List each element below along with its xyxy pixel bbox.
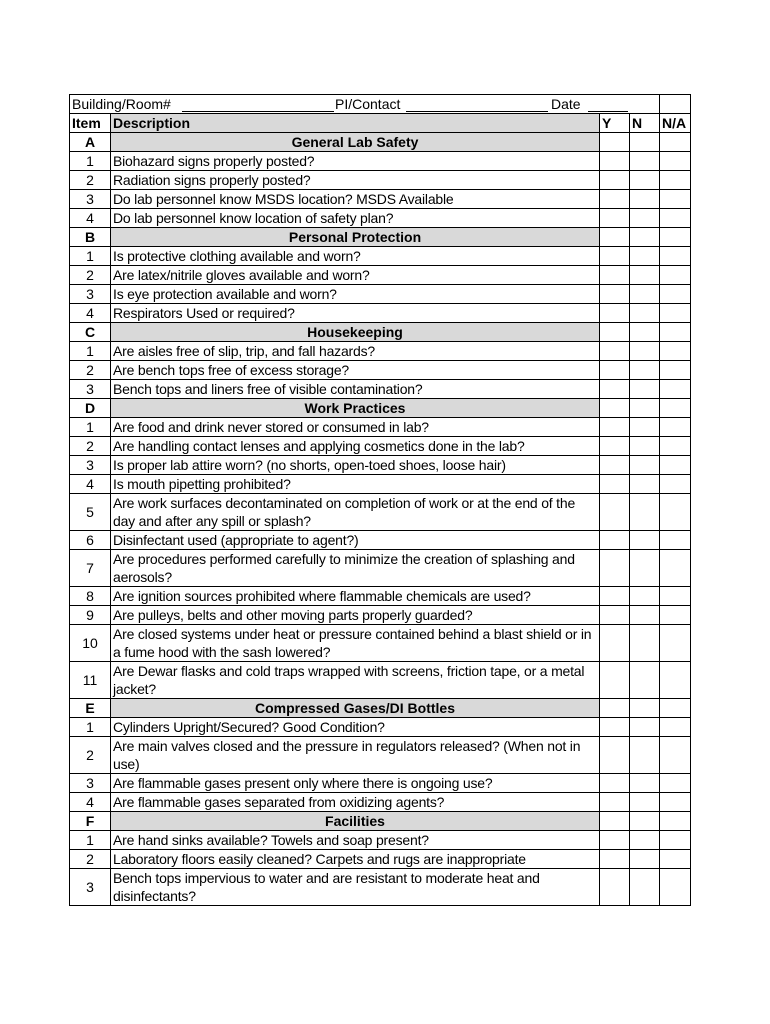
item-number: 2 [70,266,111,285]
item-number: 11 [70,662,111,699]
no-checkbox-cell[interactable] [630,266,660,285]
no-checkbox-cell[interactable] [630,831,660,850]
no-checkbox-cell[interactable] [630,494,660,531]
na-checkbox-cell[interactable] [660,152,691,171]
section-title: Work Practices [111,399,600,418]
no-checkbox-cell[interactable] [630,171,660,190]
item-number: 2 [70,437,111,456]
item-description: Are handling contact lenses and applying cosmetics done in the lab? [111,437,600,456]
no-checkbox-cell[interactable] [630,190,660,209]
checklist-item-row [70,869,691,906]
item-number: 2 [70,737,111,774]
item-number: 4 [70,209,111,228]
yes-checkbox-cell[interactable] [600,531,630,550]
n-cell [630,399,660,418]
item-description: Are pulleys, belts and other moving parts properly guarded? [111,606,600,625]
no-checkbox-cell[interactable] [630,737,660,774]
section-row [70,812,691,831]
checklist-item-row [70,774,691,793]
na-checkbox-cell[interactable] [660,285,691,304]
item-number: 4 [70,304,111,323]
item-description: Are procedures performed carefully to minimize the creation of splashing and aerosols? [111,550,600,587]
yes-checkbox-cell[interactable] [600,171,630,190]
item-description: Biohazard signs properly posted? [111,152,600,171]
item-description: Are food and drink never stored or consumed in lab? [111,418,600,437]
na-checkbox-cell[interactable] [660,342,691,361]
col-y-header: Y [600,114,630,133]
na-checkbox-cell[interactable] [660,831,691,850]
yes-checkbox-cell[interactable] [600,266,630,285]
item-number: 3 [70,869,111,906]
section-row [70,399,691,418]
yes-checkbox-cell[interactable] [600,850,630,869]
no-checkbox-cell[interactable] [630,209,660,228]
no-checkbox-cell[interactable] [630,437,660,456]
n-cell [630,133,660,152]
na-cell [660,228,691,247]
section-code: B [70,228,111,247]
y-cell [600,812,630,831]
checklist-item-row [70,793,691,812]
item-number: 9 [70,606,111,625]
no-checkbox-cell[interactable] [630,774,660,793]
item-number: 1 [70,342,111,361]
yes-checkbox-cell[interactable] [600,380,630,399]
no-checkbox-cell[interactable] [630,342,660,361]
yes-checkbox-cell[interactable] [600,793,630,812]
item-description: Are closed systems under heat or pressure contained behind a blast shield or in a fume hood with the sash lowered? [111,625,600,662]
na-cell [660,323,691,342]
item-number: 1 [70,718,111,737]
yes-checkbox-cell[interactable] [600,437,630,456]
yes-checkbox-cell[interactable] [600,494,630,531]
item-description: Is protective clothing available and worn? [111,247,600,266]
na-checkbox-cell[interactable] [660,606,691,625]
na-checkbox-cell[interactable] [660,418,691,437]
na-checkbox-cell[interactable] [660,550,691,587]
checklist-item-row [70,361,691,380]
na-cell [660,812,691,831]
item-description: Are bench tops free of excess storage? [111,361,600,380]
checklist-item-row [70,190,691,209]
yes-checkbox-cell[interactable] [600,774,630,793]
yes-checkbox-cell[interactable] [600,342,630,361]
item-number: 1 [70,152,111,171]
no-checkbox-cell[interactable] [630,285,660,304]
col-n-header: N [630,114,660,133]
item-description: Laboratory floors easily cleaned? Carpets and rugs are inappropriate [111,850,600,869]
y-cell [600,133,630,152]
checklist-item-row [70,266,691,285]
section-code: F [70,812,111,831]
item-description: Bench tops impervious to water and are resistant to moderate heat and disinfectants? [111,869,600,906]
item-description: Is mouth pipetting prohibited? [111,475,600,494]
checklist-item-row [70,831,691,850]
no-checkbox-cell[interactable] [630,869,660,906]
na-checkbox-cell[interactable] [660,456,691,475]
yes-checkbox-cell[interactable] [600,418,630,437]
item-number: 3 [70,774,111,793]
info-cell-blank [660,95,691,114]
yes-checkbox-cell[interactable] [600,718,630,737]
checklist-item-row [70,850,691,869]
section-code: D [70,399,111,418]
yes-checkbox-cell[interactable] [600,606,630,625]
item-description: Cylinders Upright/Secured? Good Condition? [111,718,600,737]
checklist-item-row [70,718,691,737]
na-checkbox-cell[interactable] [660,718,691,737]
checklist-item-row [70,171,691,190]
section-code: E [70,699,111,718]
yes-checkbox-cell[interactable] [600,737,630,774]
yes-checkbox-cell[interactable] [600,190,630,209]
item-description: Respirators Used or required? [111,304,600,323]
y-cell [600,699,630,718]
na-cell [660,699,691,718]
item-description: Are flammable gases separated from oxidizing agents? [111,793,600,812]
no-checkbox-cell[interactable] [630,304,660,323]
pi-contact-field[interactable] [406,111,548,112]
lab-safety-checklist [69,94,690,906]
building-room-field[interactable] [182,111,334,112]
yes-checkbox-cell[interactable] [600,550,630,587]
checklist-item-row [70,737,691,774]
no-checkbox-cell[interactable] [630,456,660,475]
section-row [70,323,691,342]
item-number: 10 [70,625,111,662]
item-number: 8 [70,587,111,606]
section-title: Housekeeping [111,323,600,342]
no-checkbox-cell[interactable] [630,850,660,869]
checklist-item-row [70,247,691,266]
no-checkbox-cell[interactable] [630,793,660,812]
na-checkbox-cell[interactable] [660,171,691,190]
checklist-item-row [70,456,691,475]
item-description: Radiation signs properly posted? [111,171,600,190]
n-cell [630,228,660,247]
na-checkbox-cell[interactable] [660,625,691,662]
item-number: 1 [70,247,111,266]
yes-checkbox-cell[interactable] [600,662,630,699]
na-checkbox-cell[interactable] [660,587,691,606]
item-number: 4 [70,475,111,494]
no-checkbox-cell[interactable] [630,625,660,662]
na-checkbox-cell[interactable] [660,494,691,531]
item-number: 4 [70,793,111,812]
checklist-item-row [70,209,691,228]
n-cell [630,323,660,342]
item-description: Are latex/nitrile gloves available and worn? [111,266,600,285]
checklist-item-row [70,606,691,625]
section-row [70,228,691,247]
section-title: Compressed Gases/DI Bottles [111,699,600,718]
col-item-header: Item [70,114,111,133]
checklist-item-row [70,342,691,361]
yes-checkbox-cell[interactable] [600,831,630,850]
item-description: Do lab personnel know MSDS location? MSDS Available [111,190,600,209]
column-header-row [70,114,691,133]
item-number: 3 [70,190,111,209]
na-cell [660,133,691,152]
item-description: Are ignition sources prohibited where flammable chemicals are used? [111,587,600,606]
col-na-header: N/A [660,114,691,133]
na-checkbox-cell[interactable] [660,380,691,399]
no-checkbox-cell[interactable] [630,152,660,171]
no-checkbox-cell[interactable] [630,531,660,550]
yes-checkbox-cell[interactable] [600,869,630,906]
section-code: A [70,133,111,152]
na-checkbox-cell[interactable] [660,793,691,812]
yes-checkbox-cell[interactable] [600,304,630,323]
item-number: 7 [70,550,111,587]
no-checkbox-cell[interactable] [630,475,660,494]
item-description: Are Dewar flasks and cold traps wrapped with screens, friction tape, or a metal jacket? [111,662,600,699]
checklist-item-row [70,152,691,171]
col-description-header: Description [111,114,600,133]
yes-checkbox-cell[interactable] [600,456,630,475]
section-row [70,133,691,152]
item-number: 3 [70,380,111,399]
checklist-table [69,94,691,906]
item-number: 5 [70,494,111,531]
pi-contact-label: PI/Contact [335,96,401,112]
no-checkbox-cell[interactable] [630,587,660,606]
no-checkbox-cell[interactable] [630,380,660,399]
checklist-item-row [70,550,691,587]
item-description: Is proper lab attire worn? (no shorts, open-toed shoes, loose hair) [111,456,600,475]
no-checkbox-cell[interactable] [630,247,660,266]
item-description: Do lab personnel know location of safety plan? [111,209,600,228]
na-checkbox-cell[interactable] [660,247,691,266]
na-cell [660,399,691,418]
section-title: Personal Protection [111,228,600,247]
checklist-item-row [70,380,691,399]
item-number: 3 [70,285,111,304]
checklist-item-row [70,587,691,606]
item-description: Are work surfaces decontaminated on completion of work or at the end of the day and after any spill or splash? [111,494,600,531]
yes-checkbox-cell[interactable] [600,285,630,304]
item-description: Are aisles free of slip, trip, and fall hazards? [111,342,600,361]
date-field[interactable] [588,111,628,112]
checklist-item-row [70,304,691,323]
checklist-item-row [70,285,691,304]
n-cell [630,699,660,718]
item-number: 2 [70,361,111,380]
no-checkbox-cell[interactable] [630,662,660,699]
yes-checkbox-cell[interactable] [600,152,630,171]
item-number: 1 [70,418,111,437]
checklist-item-row [70,625,691,662]
yes-checkbox-cell[interactable] [600,209,630,228]
no-checkbox-cell[interactable] [630,718,660,737]
section-title: General Lab Safety [111,133,600,152]
checklist-item-row [70,437,691,456]
checklist-item-row [70,475,691,494]
na-checkbox-cell[interactable] [660,361,691,380]
na-checkbox-cell[interactable] [660,774,691,793]
info-row [70,95,691,114]
item-description: Bench tops and liners free of visible contamination? [111,380,600,399]
yes-checkbox-cell[interactable] [600,475,630,494]
na-checkbox-cell[interactable] [660,209,691,228]
building-room-label: Building/Room# [72,96,171,112]
item-description: Disinfectant used (appropriate to agent?) [111,531,600,550]
yes-checkbox-cell[interactable] [600,587,630,606]
na-checkbox-cell[interactable] [660,475,691,494]
item-number: 3 [70,456,111,475]
y-cell [600,399,630,418]
na-checkbox-cell[interactable] [660,266,691,285]
na-checkbox-cell[interactable] [660,737,691,774]
section-code: C [70,323,111,342]
item-number: 2 [70,171,111,190]
na-checkbox-cell[interactable] [660,437,691,456]
checklist-item-row [70,531,691,550]
item-description: Are flammable gases present only where there is ongoing use? [111,774,600,793]
na-checkbox-cell[interactable] [660,304,691,323]
na-checkbox-cell[interactable] [660,531,691,550]
na-checkbox-cell[interactable] [660,662,691,699]
yes-checkbox-cell[interactable] [600,247,630,266]
item-number: 1 [70,831,111,850]
y-cell [600,323,630,342]
item-description: Are hand sinks available? Towels and soap present? [111,831,600,850]
checklist-item-row [70,418,691,437]
no-checkbox-cell[interactable] [630,550,660,587]
no-checkbox-cell[interactable] [630,361,660,380]
info-cell [70,95,660,114]
date-label: Date [551,96,581,112]
y-cell [600,228,630,247]
n-cell [630,812,660,831]
item-number: 2 [70,850,111,869]
no-checkbox-cell[interactable] [630,606,660,625]
section-title: Facilities [111,812,600,831]
no-checkbox-cell[interactable] [630,418,660,437]
na-checkbox-cell[interactable] [660,190,691,209]
checklist-item-row [70,494,691,531]
checklist-item-row [70,662,691,699]
na-checkbox-cell[interactable] [660,850,691,869]
item-number: 6 [70,531,111,550]
yes-checkbox-cell[interactable] [600,361,630,380]
na-checkbox-cell[interactable] [660,869,691,906]
item-description: Are main valves closed and the pressure in regulators released? (When not in use) [111,737,600,774]
yes-checkbox-cell[interactable] [600,625,630,662]
section-row [70,699,691,718]
item-description: Is eye protection available and worn? [111,285,600,304]
